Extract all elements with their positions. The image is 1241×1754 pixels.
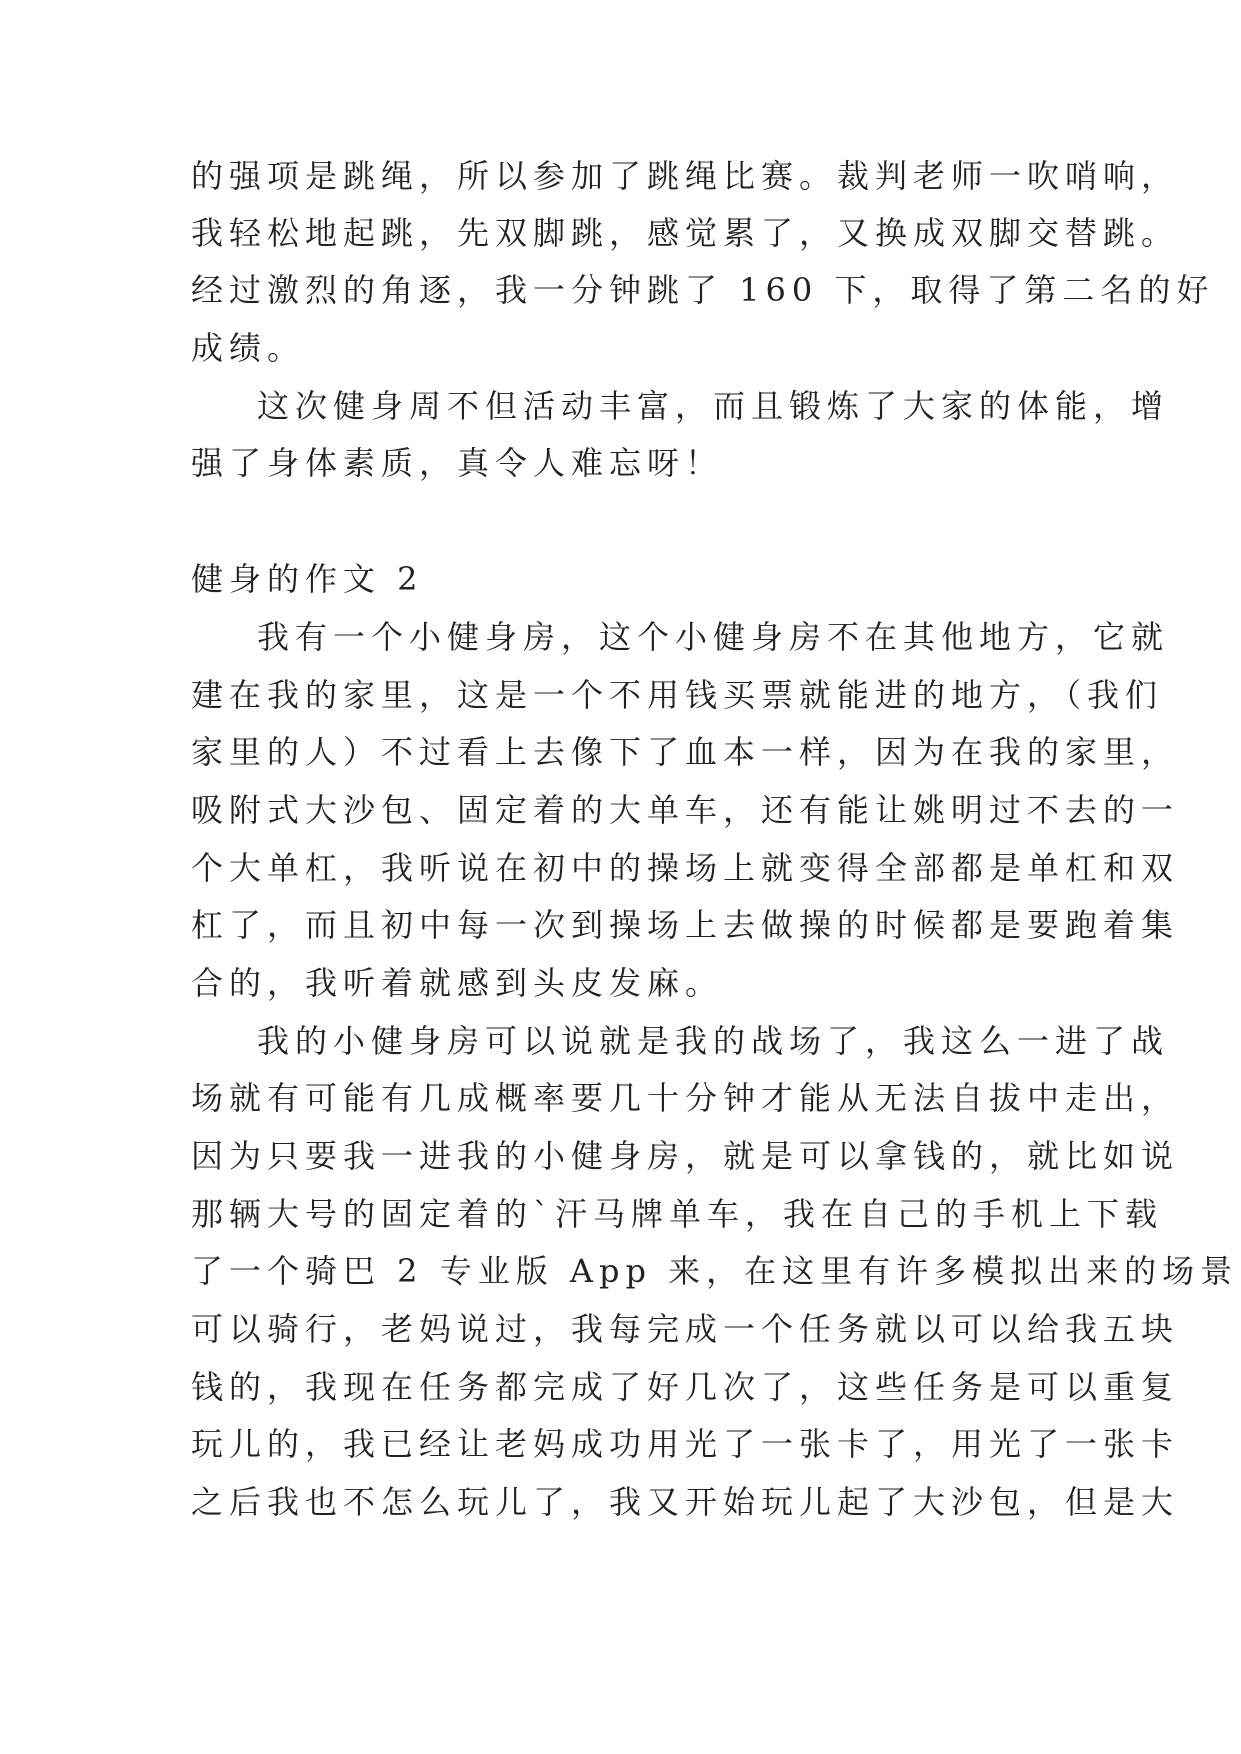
text-line: 建在我的家里，这是一个不用钱买票就能进的地方，（我们	[191, 676, 1164, 714]
text-line: 之后我也不怎么玩儿了，我又开始玩儿起了大沙包，但是大	[191, 1483, 1180, 1521]
text-line: 吸附式大沙包、固定着的大单车，还有能让姚明过不去的一	[191, 791, 1180, 829]
text-line: 个大单杠，我听说在初中的操场上就变得全部都是单杠和双	[191, 849, 1180, 887]
text-line: 可以骑行，老妈说过，我每完成一个任务就以可以给我五块	[191, 1310, 1180, 1348]
text-line: 因为只要我一进我的小健身房，就是可以拿钱的，就比如说	[191, 1137, 1180, 1175]
section-heading: 健身的作文 2	[191, 560, 424, 598]
text-line: 我有一个小健身房，这个小健身房不在其他地方，它就	[257, 618, 1170, 656]
text-line: 我的小健身房可以说就是我的战场了，我这么一进了战	[257, 1022, 1170, 1060]
text-line: 钱的，我现在任务都完成了好几次了，这些任务是可以重复	[191, 1368, 1180, 1406]
text-line: 玩儿的，我已经让老妈成功用光了一张卡了，用光了一张卡	[191, 1425, 1180, 1463]
text-line: 杠了，而且初中每一次到操场上去做操的时候都是要跑着集	[191, 906, 1180, 944]
text-line: 合的，我听着就感到头皮发麻。	[191, 964, 724, 1002]
text-line: 强了身体素质，真令人难忘呀！	[191, 444, 724, 482]
text-line: 我轻松地起跳，先双脚跳，感觉累了，又换成双脚交替跳。	[191, 214, 1180, 252]
text-line: 场就有可能有几成概率要几十分钟才能从无法自拔中走出，	[191, 1079, 1180, 1117]
text-line: 经过激烈的角逐，我一分钟跳了 160 下，取得了第二名的好	[191, 271, 1215, 309]
text-line: 家里的人）不过看上去像下了血本一样，因为在我的家里，	[191, 733, 1180, 771]
text-line: 这次健身周不但活动丰富，而且锻炼了大家的体能，增	[257, 387, 1170, 425]
text-line: 的强项是跳绳，所以参加了跳绳比赛。裁判老师一吹哨响，	[191, 157, 1180, 195]
text-line: 那辆大号的固定着的`汗马牌单车，我在自己的手机上下载	[191, 1195, 1164, 1233]
text-line: 了一个骑巴 2 专业版 App 来，在这里有许多模拟出来的场景	[191, 1252, 1239, 1290]
text-line: 成绩。	[191, 329, 306, 367]
